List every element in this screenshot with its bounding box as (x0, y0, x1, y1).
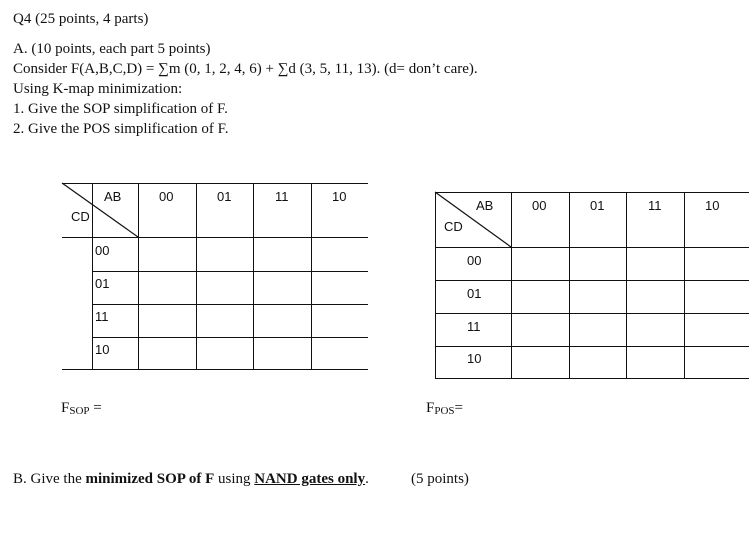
kmap-sop-col-00: 00 (159, 189, 174, 204)
kmap-sop-row-11: 11 (95, 309, 109, 324)
kmap-pos-cd-label: CD (444, 219, 463, 234)
fpos-label: $F_{POS}=$ (426, 400, 463, 417)
kmap-pos-row-10: 10 (467, 351, 482, 366)
kmap-pos-col-00: 00 (532, 198, 547, 213)
item-pos: 2. Give the POS simplification of F. (13, 121, 229, 137)
kmap-sop-col-10: 10 (332, 189, 347, 204)
kmap-pos-row-01: 01 (467, 286, 482, 301)
kmap-sop-col-01: 01 (217, 189, 232, 204)
kmap-pos-col-01: 01 (590, 198, 605, 213)
kmap-sop-row-00: 00 (95, 243, 110, 258)
fsop-label: $F_{SOP}$ = (61, 400, 102, 417)
instruction-kmap: Using K-map minimization: (13, 81, 183, 97)
item-sop: 1. Give the SOP simplification of F. (13, 101, 228, 117)
kmap-pos-row-00: 00 (467, 253, 482, 268)
part-a-heading: A. (10 points, each part 5 points) (13, 41, 211, 57)
kmap-sop-cd-label: CD (71, 209, 90, 224)
kmap-pos-ab-label: AB (476, 198, 494, 213)
question-title: Q4 (25 points, 4 parts) (13, 11, 149, 27)
kmap-pos-col-11: 11 (648, 198, 662, 213)
function-definition: Consider F(A,B,C,D) = ∑m (0, 1, 2, 4, 6) + ∑d (3, 5, 11, 13). (d= don’t care). (13, 61, 478, 77)
kmap-pos-col-10: 10 (705, 198, 720, 213)
part-b-points: (5 points) (411, 471, 469, 487)
kmap-pos-row-11: 11 (467, 319, 481, 334)
kmap-sop-col-11: 11 (275, 189, 289, 204)
kmap-sop-row-01: 01 (95, 276, 110, 291)
kmap-sop-ab-label: AB (104, 189, 122, 204)
part-b-instruction: B. Give the minimized SOP of F using NAND gates only. (13, 471, 369, 487)
kmap-sop-row-10: 10 (95, 342, 110, 357)
